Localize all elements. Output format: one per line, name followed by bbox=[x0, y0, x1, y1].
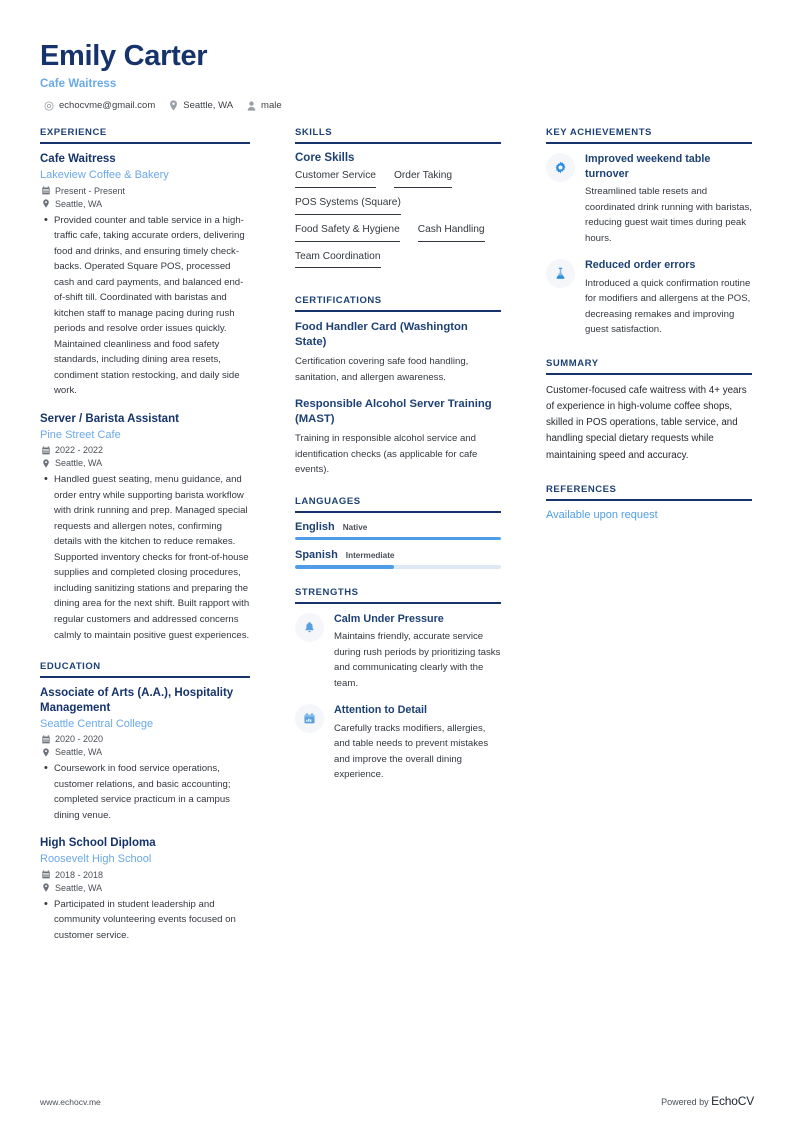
job-location bbox=[40, 458, 250, 468]
achievement-title: Improved weekend table turnover bbox=[585, 153, 711, 180]
flask-icon bbox=[546, 259, 575, 288]
education-dates-text: 2020 - 2020 bbox=[55, 734, 104, 745]
job-dates-text: 2022 - 2022 bbox=[55, 445, 104, 456]
section-strengths bbox=[295, 587, 501, 783]
education-location-text: Seattle, WA bbox=[55, 882, 103, 893]
language-name: Spanish bbox=[295, 549, 338, 562]
section-languages bbox=[295, 496, 501, 569]
certification-item bbox=[295, 397, 501, 477]
strength-item bbox=[295, 612, 501, 692]
section-skills bbox=[295, 127, 501, 277]
job-bullets bbox=[40, 472, 250, 643]
section-key-achievements bbox=[546, 127, 752, 338]
summary-text: Customer-focused cafe waitress with 4+ years of experience in high-volume coffee shops, skilled in POS operations, table service, and handling special dietary requests while maintaining speed and accuracy. bbox=[546, 384, 747, 461]
section-education bbox=[40, 661, 250, 943]
contact-gender bbox=[247, 100, 282, 111]
education-bullet: • Coursework in food service operations, customer relations, and basic accounting; completed service practicum in a campus dining venue. bbox=[54, 761, 250, 823]
education-location bbox=[40, 747, 250, 757]
section-references bbox=[546, 484, 752, 521]
email-icon bbox=[44, 101, 54, 111]
footer-website: www.echocv.me bbox=[40, 1097, 101, 1107]
job-bullet: • Handled guest seating, menu guidance, and order entry while supporting barista workflow with drink running and prep. Managed special requests and allergen notes, confirming details with the kitchen to reduce remakes. Supported inventory checks for front-of-house supplies and completed closing procedures, including sanitizing stations and preparing the dining area for the next shift. Built rapport with regular customers and addressed concerns calmly to maintain positive guest experiences. bbox=[54, 472, 250, 643]
achievement-item bbox=[546, 152, 752, 246]
education-dates-text: 2018 - 2018 bbox=[55, 869, 104, 880]
language-item bbox=[295, 549, 501, 569]
achievement-description: Streamlined table resets and coordinated drink running with baristas, reducing guest wait times during peak hours. bbox=[585, 186, 752, 244]
calendar-icon bbox=[42, 735, 50, 744]
column-left bbox=[40, 127, 250, 961]
strength-title: Attention to Detail bbox=[334, 704, 427, 717]
strength-title: Calm Under Pressure bbox=[334, 612, 444, 625]
section-rule bbox=[295, 602, 501, 604]
calendar-icon bbox=[42, 446, 50, 455]
language-progress-fill bbox=[295, 565, 394, 569]
education-bullets bbox=[40, 761, 250, 823]
section-title-summary: SUMMARY bbox=[546, 357, 599, 369]
section-rule bbox=[546, 142, 752, 144]
candidate-name: Emily Carter bbox=[40, 40, 208, 72]
education-dates bbox=[40, 870, 250, 880]
location-pin-icon bbox=[169, 100, 178, 111]
skill-tag: Order Taking bbox=[394, 170, 452, 188]
contact-location-text: Seattle, WA bbox=[183, 100, 234, 112]
section-rule bbox=[40, 142, 250, 144]
footer-brand: EchoCV bbox=[711, 1094, 754, 1108]
resume-footer bbox=[40, 1094, 754, 1108]
education-entry bbox=[40, 836, 250, 943]
section-rule bbox=[546, 373, 752, 375]
location-pin-icon bbox=[42, 748, 50, 757]
section-title-skills: SKILLS bbox=[295, 127, 333, 139]
section-rule bbox=[40, 676, 250, 678]
language-head bbox=[295, 549, 501, 561]
achievement-description: Introduced a quick confirmation routine for modifiers and allergens at the POS, decreasing remakes and improving guest satisfaction. bbox=[585, 277, 751, 336]
skill-tag-list bbox=[295, 170, 501, 277]
resume-header bbox=[40, 40, 754, 111]
job-location bbox=[40, 199, 250, 209]
gear-icon bbox=[546, 153, 575, 182]
resume-columns bbox=[40, 127, 754, 961]
education-bullet: • Participated in student leadership and community volunteering events focused on customer service. bbox=[54, 897, 250, 944]
calendar-icon bbox=[295, 704, 324, 733]
section-rule bbox=[546, 499, 752, 501]
footer-powered-by bbox=[661, 1094, 754, 1108]
language-name: English bbox=[295, 520, 335, 533]
job-title: Server / Barista Assistant bbox=[40, 412, 179, 425]
footer-powered-by-label: Powered by bbox=[661, 1097, 709, 1107]
column-right bbox=[546, 127, 752, 538]
language-progress-fill bbox=[295, 537, 501, 541]
section-certifications bbox=[295, 295, 501, 477]
location-pin-icon bbox=[42, 459, 50, 468]
calendar-icon bbox=[42, 870, 50, 879]
section-experience bbox=[40, 127, 250, 643]
school-name: Roosevelt High School bbox=[40, 853, 152, 866]
job-bullets bbox=[40, 213, 250, 399]
strength-body bbox=[334, 703, 501, 783]
certification-description: Training in responsible alcohol service and identification checks (as applicable for cafe events). bbox=[295, 433, 478, 476]
section-title-languages: LANGUAGES bbox=[295, 495, 361, 507]
school-name: Seattle Central College bbox=[40, 717, 154, 730]
person-icon bbox=[247, 101, 256, 111]
section-rule bbox=[295, 142, 501, 144]
degree-title: High School Diploma bbox=[40, 837, 156, 850]
education-location-text: Seattle, WA bbox=[55, 747, 103, 758]
education-dates bbox=[40, 734, 250, 744]
section-title-key-achievements: KEY ACHIEVEMENTS bbox=[546, 127, 652, 139]
education-entry bbox=[40, 686, 250, 823]
experience-entry bbox=[40, 412, 250, 643]
location-pin-icon bbox=[42, 199, 50, 208]
achievement-body bbox=[585, 152, 752, 246]
calendar-icon bbox=[42, 186, 50, 195]
company-name: Lakeview Coffee & Bakery bbox=[40, 169, 169, 182]
language-progress-bar bbox=[295, 565, 501, 569]
skill-tag: Food Safety & Hygiene bbox=[295, 224, 400, 242]
language-item bbox=[295, 521, 501, 541]
strength-description: Carefully tracks modifiers, allergies, and table needs to prevent mistakes and improve the overall dining experience. bbox=[334, 722, 489, 781]
strength-body bbox=[334, 612, 501, 692]
location-pin-icon bbox=[42, 883, 50, 892]
contact-email bbox=[44, 100, 155, 111]
job-title: Cafe Waitress bbox=[40, 153, 116, 166]
achievement-body bbox=[585, 258, 752, 338]
section-title-certifications: CERTIFICATIONS bbox=[295, 295, 382, 307]
education-location bbox=[40, 883, 250, 893]
degree-title: Associate of Arts (A.A.), Hospitality Management bbox=[40, 687, 234, 714]
contact-email-text: echocvme@gmail.com bbox=[59, 100, 156, 112]
references-text: Available upon request bbox=[546, 508, 658, 521]
section-title-education: EDUCATION bbox=[40, 661, 101, 673]
section-title-references: REFERENCES bbox=[546, 483, 617, 495]
job-location-text: Seattle, WA bbox=[55, 458, 103, 469]
strength-item bbox=[295, 703, 501, 783]
skill-tag: POS Systems (Square) bbox=[295, 197, 401, 215]
job-dates-text: Present - Present bbox=[55, 185, 126, 196]
language-level: Native bbox=[342, 522, 368, 532]
section-title-strengths: STRENGTHS bbox=[295, 586, 359, 598]
section-rule bbox=[295, 310, 501, 312]
contact-row bbox=[40, 100, 754, 111]
section-rule bbox=[295, 511, 501, 513]
experience-entry bbox=[40, 152, 250, 399]
skill-tag: Team Coordination bbox=[295, 251, 381, 269]
certification-item bbox=[295, 320, 501, 385]
certification-title: Responsible Alcohol Server Training (MAST) bbox=[295, 398, 492, 426]
section-summary bbox=[546, 358, 752, 464]
contact-gender-text: male bbox=[261, 100, 282, 112]
job-dates bbox=[40, 186, 250, 196]
achievement-item bbox=[546, 258, 752, 338]
skill-tag: Customer Service bbox=[295, 170, 376, 188]
achievement-title: Reduced order errors bbox=[585, 259, 696, 272]
candidate-headline: Cafe Waitress bbox=[40, 78, 117, 91]
company-name: Pine Street Cafe bbox=[40, 428, 121, 441]
job-bullet: • Provided counter and table service in a high-traffic cafe, taking accurate orders, delivering food and drinks, and ensuring timely check-backs. Operated Square POS, processed cash and card payments, and balanced end-of-shift till. Coordinated with baristas and kitchen staff to manage pacing during rush periods and resolve order issues quickly. Maintained cleanliness and food safety standards, including dining area resets, condiment station restocking, and daily side work. bbox=[54, 213, 250, 399]
certification-title: Food Handler Card (Washington State) bbox=[295, 321, 468, 349]
job-location-text: Seattle, WA bbox=[55, 198, 103, 209]
section-title-experience: EXPERIENCE bbox=[40, 127, 107, 139]
certification-description: Certification covering safe food handling, sanitation, and allergen awareness. bbox=[295, 356, 469, 383]
language-head bbox=[295, 521, 501, 533]
contact-location bbox=[169, 100, 233, 111]
skills-group-title: Core Skills bbox=[295, 152, 355, 165]
skill-tag: Cash Handling bbox=[418, 224, 485, 242]
language-level: Intermediate bbox=[345, 551, 395, 561]
bell-icon bbox=[295, 613, 324, 642]
language-progress-bar bbox=[295, 537, 501, 541]
job-dates bbox=[40, 445, 250, 455]
education-bullets bbox=[40, 897, 250, 944]
column-middle bbox=[295, 127, 501, 800]
strength-description: Maintains friendly, accurate service during rush periods by prioritizing tasks and communicating clearly with the team. bbox=[334, 631, 501, 689]
